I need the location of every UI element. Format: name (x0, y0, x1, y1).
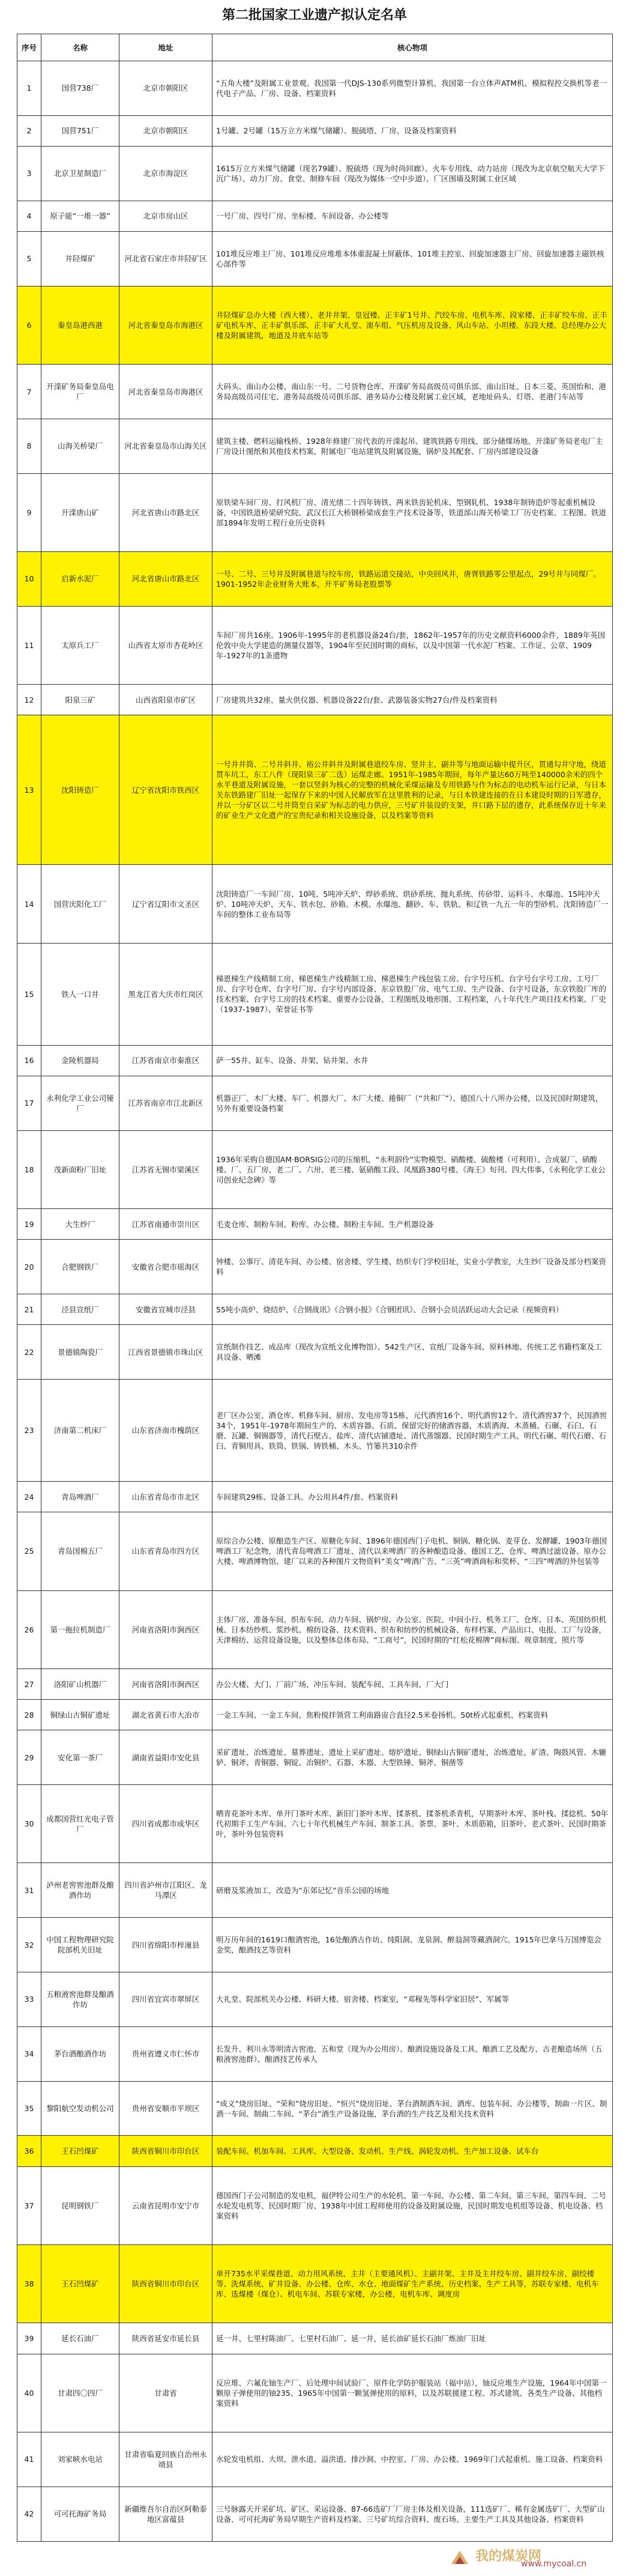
row-core-assets: 研磨及浆液加工，改造为“东郊记忆”音乐公园的场地 (212, 1863, 613, 1918)
row-core-assets: 延一井、七里村陈油厂、七里村石油厂、延一井，延长油矿延长石油厂炼油厂旧址 (212, 2323, 613, 2354)
row-address: 北京市朝阳区 (119, 61, 212, 116)
row-address: 江苏省南通市崇川区 (119, 1209, 212, 1240)
row-name: 金陵机器局 (41, 1045, 119, 1076)
row-name: 黎阳航空发动机公司 (41, 2081, 119, 2136)
row-core-assets: 一号、二号、三号井及附属巷道与绞车房，铁路运道交接站，中央回风井，唐胥铁路零公里起点，29号井与同煤厂。1901-1952年企业财务大账本，开平矿务局老股票等 (212, 552, 613, 607)
row-number: 25 (17, 1512, 41, 1590)
row-core-assets: 1936年采购自德国AM·BORSIG公司的压缩机，“永利泅伶”实物模型、硝酸楼、硫酸楼（可利用）、合成氨厂、硝酸楼、厂、五厂房、老二厂、六卅、老三楼、氨硝酸工段、凤凰路380号楼、《海王》旬刊、四大伟事、《永利化学工业公司创业纪念碑》等 (212, 1130, 613, 1208)
row-name: 国营751厂 (41, 115, 119, 146)
row-core-assets: 大礼堂、院部机关办公楼、科研大楼、宿舍楼、档案室，“邓稼先等科学家旧居”、军属等 (212, 1972, 613, 2027)
row-address: 陕西省铜川市印台区 (119, 2244, 212, 2323)
row-address: 江苏省无锡市梁溪区 (119, 1130, 212, 1208)
row-address: 山西省太原市杏花岭区 (119, 606, 212, 684)
row-core-assets: 装配车间、机加车间、工具库、大型设备、发动机、生产线、涡轮发动机、生产加工设备、试车台 (212, 2136, 613, 2166)
table-row (17, 685, 613, 715)
table-row (17, 473, 613, 551)
table-row (17, 2081, 613, 2136)
table-row (17, 2244, 613, 2323)
row-number: 34 (17, 2026, 41, 2081)
row-name: 山海关桥梁厂 (41, 419, 119, 473)
row-core-assets: 55吨小高炉、烧结炉、《合钢战讯》《合钢小报》《合钢团讯》、合钢小会员活跃运动大会记录（视频资料） (212, 1294, 613, 1325)
row-number: 4 (17, 201, 41, 231)
table-row (17, 231, 613, 286)
row-address: 四川省宜宾市翠屏区 (119, 1972, 212, 2027)
table-row (17, 2026, 613, 2081)
row-address: 山东省青岛市市北区 (119, 1482, 212, 1512)
row-number: 17 (17, 1076, 41, 1130)
row-name: 大生纱厂 (41, 1209, 119, 1240)
table-row (17, 1209, 613, 1240)
row-address: 安徽省宣城市泾县 (119, 1294, 212, 1325)
row-number: 38 (17, 2244, 41, 2323)
table-row (17, 146, 613, 201)
row-core-assets: 单开735水平采煤巷道、动力用风系统、主井（主要通风机）、主副井架、主井及主井绞车房、副井绞车房、副绞楼等、洗煤系统、矿井设备、办公楼、仓库、水仓、地面煤矿生产系统、历史档案、生产工具等，苏联专家楼、电机车库、选煤楼（煤仓）、机电车间、苏联专家楼，办公楼，电机车库、调度房 (212, 2244, 613, 2323)
row-address: 河北省石家庄市井陉矿区 (119, 231, 212, 286)
row-address: 云南省昆明市安宁市 (119, 2166, 212, 2244)
header-name: 名称 (41, 34, 119, 61)
row-address: 河南省洛阳市涧西区 (119, 1668, 212, 1699)
row-address: 甘肃省 (119, 2354, 212, 2432)
row-core-assets: 明万历年间的1619口酿酒窖池，16处酿酒古作坊、纯阳洞、龙泉洞、醉翁洞等藏酒洞穴。1915年巴拿马万国博览会金奖，酿酒技艺等资料 (212, 1918, 613, 1972)
row-name: 太原兵工厂 (41, 606, 119, 684)
row-core-assets: 钟楼、公事厅、清花车间、办公楼、宿舍楼、学生楼、纺织专门学校旧址，实业小学教室，大生纱厂设备及部分档案资料 (212, 1240, 613, 1294)
row-number: 13 (17, 715, 41, 865)
row-name: 五粮液窖池群及酿酒作坊 (41, 1972, 119, 2027)
row-name: 泾县宣纸厂 (41, 1294, 119, 1325)
row-core-assets: 毛麦仓库、制粉车间、粉库、办公楼、制粉主车间、生产机器设备 (212, 1209, 613, 1240)
table-row (17, 1076, 613, 1130)
table-row (17, 1785, 613, 1863)
row-name: 永利化学工业公司铔厂 (41, 1076, 119, 1130)
row-core-assets: 采矿遗址、冶炼遗址、墓葬遗址、遗址上采矿遗址、熔炉遗址、铜绿山古铜矿遗址，冶炼遗址，矿渣、陶鼓风管、木辘轳、铜斧、青铜器、铜锭、冶铜炉、石器、木器、大型铁锤、铜斧、铜凿等 (212, 1730, 613, 1785)
row-core-assets: 一金工车间、一金工车间、焦粉搅拌领营工利南路宙合直径2.5米卷扬机、50t桥式起重机、档案资料 (212, 1700, 613, 1730)
row-number: 33 (17, 1972, 41, 2027)
row-address: 河北省秦皇岛市山海关区 (119, 419, 212, 473)
table-row (17, 1918, 613, 1972)
row-name: 井陉煤矿 (41, 231, 119, 286)
row-number: 7 (17, 365, 41, 419)
row-number: 11 (17, 606, 41, 684)
table-row (17, 1045, 613, 1076)
row-number: 29 (17, 1730, 41, 1785)
row-address: 新疆维吾尔自治区阿勒泰地区富蕴县 (119, 2487, 212, 2541)
table-row (17, 1700, 613, 1730)
row-number: 24 (17, 1482, 41, 1512)
header-no: 序号 (17, 34, 41, 61)
row-address: 北京市朝阳区 (119, 115, 212, 146)
table-row (17, 2487, 613, 2541)
row-core-assets: 办公大楼、大门、厂前广场、冲压车间、装配车间、工具车间、厂大门 (212, 1668, 613, 1699)
table-header-row (17, 34, 613, 61)
row-core-assets: “成义”烧房旧址、“荣和”烧房旧址、“恒兴”烧房旧址、茅台酒制酒车间、酒库、包装车间、办公楼等，制曲一片区、制酒一车间、制曲二车间、“茅台”酒生产设备设施，茅台酒的生产技艺及相关技术资料 (212, 2081, 613, 2136)
row-name: 启新水泥厂 (41, 552, 119, 607)
row-name: 铁人一口井 (41, 943, 119, 1045)
coal-logo-icon (449, 2548, 471, 2568)
row-core-assets: 井陉煤矿总办大楼（西大楼）、老井井架、皇冠楼、正丰矿1号井、汽绞车房、电机车库、段家楼、正丰矿绞车房、正丰矿电机车库、正丰矿俱乐部、正丰矿大礼堂、滚车组、气压机房及设备、风山车站、小坦楼、东段大楼、总经理办公大楼及附属建筑，地道及井底车站等 (212, 286, 613, 364)
row-number: 39 (17, 2323, 41, 2354)
row-address: 江苏省南京市江北新区 (119, 1076, 212, 1130)
row-core-assets: 车间厂房共16座。1906年-1995年的老机器设备24台/套，1862年-1957年的历史文献资料6000余件，1889年英国伦敦中央大学建造的测量仪器等，1904年至民国时期的商标，以及中国第一代水泥厂档案、工作证、公章、1909年-1927年的1条遗物 (212, 606, 613, 684)
row-number: 19 (17, 1209, 41, 1240)
row-address: 安徽省合肥市瑶海区 (119, 1240, 212, 1294)
row-name: 成都国营红光电子管厂 (41, 1785, 119, 1863)
row-address: 四川省成都市成华区 (119, 1785, 212, 1863)
table-row (17, 2432, 613, 2487)
table-row (17, 201, 613, 231)
table-row (17, 1130, 613, 1208)
row-name: 茅台酒酿酒作坊 (41, 2026, 119, 2081)
table-row (17, 1590, 613, 1668)
row-address: 江西省景德镇市珠山区 (119, 1325, 212, 1380)
row-name: 阳泉三矿 (41, 685, 119, 715)
row-number: 5 (17, 231, 41, 286)
watermark-url: www.mycoal.cn (521, 2559, 587, 2569)
row-core-assets: 建筑主楼、燃料运输栈桥、1928年修建厂房代表的开滦起吊、建筑铁路专用线、部分储煤场地、开滦矿务局老电厂主厂房设计图纸和其他技术档案、附属电厂电站建筑及附属设施，锅炉及其配套、厂房内部建设设备 (212, 419, 613, 473)
row-address: 贵州省安顺市平坝区 (119, 2081, 212, 2136)
row-number: 42 (17, 2487, 41, 2541)
row-address: 山西省阳泉市矿区 (119, 685, 212, 715)
row-address: 四川省绵阳市梓潼县 (119, 1918, 212, 1972)
row-core-assets: 101堆反应堆主厂房、101堆反应堆堆本体重混凝土屏蔽体、101堆主控室、回旋加速器主厂房、回旋加速器主磁铁核心部件等 (212, 231, 613, 286)
row-core-assets: 水轮发电机组、大坝、泄水道、溢洪道、排沙洞、中控室、厂房、办公楼、1969年门式起重机、施工设备、档案资料 (212, 2432, 613, 2487)
site-watermark (449, 2546, 617, 2570)
row-name: 延长石油厂 (41, 2323, 119, 2354)
row-number: 30 (17, 1785, 41, 1863)
row-number: 37 (17, 2166, 41, 2244)
row-name: 安化第一茶厂 (41, 1730, 119, 1785)
table-row (17, 1380, 613, 1482)
row-number: 28 (17, 1700, 41, 1730)
row-number: 23 (17, 1380, 41, 1482)
row-name: 国营庆阳化工厂 (41, 865, 119, 943)
table-row (17, 2166, 613, 2244)
table-row (17, 1294, 613, 1325)
row-number: 15 (17, 943, 41, 1045)
table-row (17, 1512, 613, 1590)
table-row (17, 2323, 613, 2354)
table-row (17, 1730, 613, 1785)
page-title: 第二批国家工业遗产拟认定名单 (221, 8, 407, 23)
row-number: 40 (17, 2354, 41, 2432)
row-number: 10 (17, 552, 41, 607)
header-address: 地址 (119, 34, 212, 61)
row-core-assets: 老厂区办公室、酒仓库、机修车间、厨房、发电房等15栋，元代酒窖16个、明代酒窖12个、清代酒窖37个，民国酒窖34个，1951年-1978年期间生产的、木质容器、石质、保留完好的储酒容器、木质酒海、木蒸桶、石碾、石臼、石磨、瓦罐、铜锡器等，清代石壁古、盐库、清代店铺遗址、清代蒸馏器、民国时期生产工具、明代石碾、明代石磨、石臼、青铜用具、铁筒、铁锅、铸铁桶、木头、竹篓共310余件 (212, 1380, 613, 1482)
row-address: 河北省唐山市路北区 (119, 473, 212, 551)
row-core-assets: 德国西门子公司制造的发电机，福伊特公司生产的水轮机、第一车间、办公楼、第二车间、第三车间、第四车间、二号水轮发电机等、民国时期厂房、1938年中国工程师使用的设备及附属设施，民国时期发电机组等设备、机电设备、档案资料 (212, 2166, 613, 2244)
row-name: 原子能“一堆一器” (41, 201, 119, 231)
row-number: 9 (17, 473, 41, 551)
row-name: 茂新面粉厂旧址 (41, 1130, 119, 1208)
row-address: 辽宁省辽阳市文圣区 (119, 865, 212, 943)
row-number: 8 (17, 419, 41, 473)
row-name: 济南第二机床厂 (41, 1380, 119, 1482)
row-name: 国营738厂 (41, 61, 119, 116)
row-name: 泸州老窖窖池群及酿酒作坊 (41, 1863, 119, 1918)
row-address: 北京市房山区 (119, 201, 212, 231)
row-address: 甘肃省临夏回族自治州永靖县 (119, 2432, 212, 2487)
row-name: 沈阳铸造厂 (41, 715, 119, 865)
row-address: 辽宁省沈阳市铁西区 (119, 715, 212, 865)
row-number: 35 (17, 2081, 41, 2136)
row-number: 27 (17, 1668, 41, 1699)
table-row (17, 2136, 613, 2166)
row-core-assets: 晒青花茶叶木库、单开门茶叶木库、新旧门茶叶木库、揉茶机、揉茶机杀青机，早期茶叶木库、茶叶栈、揉捻机、50年代初期手工生产车间、六七十年代机械生产车间、制茶工具、茶票、茶叶、木质筋箱，旧茶叶、老式茶叶、民国时期茶叶，茶叶外包装资料 (212, 1785, 613, 1863)
row-number: 36 (17, 2136, 41, 2166)
row-name: 秦皇岛港西港 (41, 286, 119, 364)
row-core-assets: 梯恩梯生产线精制工房、梯恩梯生产线精制工房、梯恩梯生产线包装工房、台字号压机、台字号台字号工房、工号厂房、台字号仓库、台字号厂房、台字号内部设备、东京铁股厂房、电气工房、生产设备、台字号设备，东京铁股厂库的技术档案、台字号工房的技术档案、重要办公设备、工程图纸及地形图、工程档案，八十年代生产项目技术档案、厂史（1937-1987）、荣誉证书等 (212, 943, 613, 1045)
row-address: 山东省济南市槐荫区 (119, 1380, 212, 1482)
row-name: 北京卫星制造厂 (41, 146, 119, 201)
row-number: 32 (17, 1918, 41, 1972)
row-name: 王石凹煤矿 (41, 2136, 119, 2166)
row-number: 2 (17, 115, 41, 146)
row-core-assets: 原综合办公楼、原酿造生产区、原糖化车间、1896年德国西门子电机、铜锅、糖化锅、麦芽仓、发酵罐、1903年德国啤酒工厂纪念物，清代青岛啤酒工厂遗址、清代以来啤酒厂的各种酿造设备、德国工艺、仓库、啤酒过滤设备、原办公大楼、啤酒博物馆、建厂以来的各种图片文物资料“美女”啤酒广告、“三英”啤酒商标和奖杯、“三四”啤酒的外包装等 (212, 1512, 613, 1590)
row-number: 3 (17, 146, 41, 201)
row-address: 河北省秦皇岛市海港区 (119, 286, 212, 364)
table-row (17, 365, 613, 419)
row-name: 开滦唐山矿 (41, 473, 119, 551)
row-number: 22 (17, 1325, 41, 1380)
row-core-assets: 1615万立方米煤气储罐（现名79罐）、脱硫塔（现为时尚回廊）、火车专用线、动力站房（现改为北京航空航天大学下沉广场）、动力厂房、食堂、制修车间（现改为媒体一空中步道）、厂区围墙及附属工业区域 (212, 146, 613, 201)
row-core-assets: 大码头、南山办公楼、南山东一号、二号货物仓库、开滦矿务局高级员司俱乐部、南山旧址、日本三菱、英国怡和、港务局高级员司住宅、港务局高级员司俱乐部、港务局办公楼及附属工业区域，老地址码头、灯塔、老港门车站等 (212, 365, 613, 419)
watermark-brand: 我的煤炭网 (475, 2548, 542, 2564)
row-number: 6 (17, 286, 41, 364)
row-address: 陕西省延安市延长县 (119, 2323, 212, 2354)
row-core-assets: 长发升、利川永等明清古窖池、五和堂（现为办公用房）、酿酒设施设备及工具、酿酒工艺及配方、古老酿造场所（五粮液窖池群）、酿酒技艺传承人 (212, 2026, 613, 2081)
table-row (17, 419, 613, 473)
row-address: 山东省青岛市四方区 (119, 1512, 212, 1590)
row-name: 开滦矿务局秦皇岛电厂 (41, 365, 119, 419)
row-number: 31 (17, 1863, 41, 1918)
row-name: 铜绿山古铜矿遗址 (41, 1700, 119, 1730)
row-name: 景德镇陶瓷厂 (41, 1325, 119, 1380)
table-row (17, 2354, 613, 2432)
row-name: 甘肃四〇四厂 (41, 2354, 119, 2432)
row-number: 14 (17, 865, 41, 943)
row-core-assets: 车间建筑29栋、设备工具、办公用具4件/套、档案资料 (212, 1482, 613, 1512)
row-address: 河南省洛阳市涧西区 (119, 1590, 212, 1668)
table-row (17, 1325, 613, 1380)
row-address: 陕西省铜川市印台区 (119, 2136, 212, 2166)
row-address: 河北省秦皇岛市海港区 (119, 365, 212, 419)
table-row (17, 1240, 613, 1294)
table-row (17, 606, 613, 684)
row-name: 可可托海矿务局 (41, 2487, 119, 2541)
row-number: 21 (17, 1294, 41, 1325)
row-address: 贵州省遵义市仁怀市 (119, 2026, 212, 2081)
table-row (17, 115, 613, 146)
table-row (17, 943, 613, 1045)
row-address: 北京市海淀区 (119, 146, 212, 201)
row-name: 中国工程物理研究院院部机关旧址 (41, 1918, 119, 1972)
row-core-assets: 萨一55井、缸车、设备、井架、钻井架、水井 (212, 1045, 613, 1076)
table-row (17, 1863, 613, 1918)
row-core-assets: 反应堆、六氟化铀生产厂、后处理中间试验厂、原件化学防护服装站（福中站），铀反应堆生产设施，1964年中国第一颗原子弹使用的铀235、1965年中国第一颗氢弹使用的原料，以及苏联援建工程、苏式建筑、各类生产设备、其他档案资料 (212, 2354, 613, 2432)
table-row (17, 1482, 613, 1512)
row-number: 41 (17, 2432, 41, 2487)
row-address: 四川省泸州市江阳区、龙马潭区 (119, 1863, 212, 1918)
row-core-assets: 主体厂房、准备车间、织布车间、动力车间、锅炉房、办公室、医院、中间小行、机务工厂、仓库、日本、英国纺织机械、日本纺纱机、浆纱机、棉纺设备、技术资料、织布和纺纱的机械设备、布样档案、产品出口、电报、工厂与设备，天津棉纺、运营设备设施，以及整体总体布局、“工商号”，民国时期的“红松花棉牌”商标图、规章制度、照片等 (212, 1590, 613, 1668)
row-number: 16 (17, 1045, 41, 1076)
row-name: 青岛国棉五厂 (41, 1512, 119, 1590)
row-name: 王石凹煤矿 (41, 2244, 119, 2323)
row-core-assets: 一号厂房、四号厂房、坐标楼、车间设备、办公楼等 (212, 201, 613, 231)
row-number: 26 (17, 1590, 41, 1668)
row-name: 洛阳矿山机器厂 (41, 1668, 119, 1699)
row-address: 河北省唐山市路北区 (119, 552, 212, 607)
row-core-assets: 机器正厂、木厂大楼、车厂、机器大厂、木厂大楼、捲铜厂（“共和厂”）、德国八十八所办公楼，以及民国时期建筑，另外有重要设备档案 (212, 1076, 613, 1130)
row-core-assets: 原铁梁车间厂房、打风机厂房、清光绪二十四年铸铁、两米铁齿轮机床、型钢轧机、1938年制铸造炉等起重机械设备，中国铁道桥梁研究院、武汉长江大桥钢桥梁成套生产技术设备等，铁道部山海关桥梁工厂历史档案、工程图、铁道部1894年发明工程行业历史资料 (212, 473, 613, 551)
row-core-assets: 沈阳铸造厂一车间厂房、10吨、5吨冲天炉、焊砂系统、烘砂系统、抛丸系统、传砂带、运料斗、水爆池、15吨冲天炉、10吨冲天炉、天车、铁水包、砂箱、木模、水爆池、翻砂、车、铁轨、和辽铁一九五一年的型砂机、沈阳铸造厂一车间的整体工业布局等 (212, 865, 613, 943)
row-name: 刘家峡水电站 (41, 2432, 119, 2487)
row-name: 青岛啤酒厂 (41, 1482, 119, 1512)
header-core-assets: 核心物项 (212, 34, 613, 61)
table-row (17, 552, 613, 607)
heritage-list-table (17, 34, 613, 2542)
row-name: 合肥钢铁厂 (41, 1240, 119, 1294)
table-row (17, 715, 613, 865)
table-row (17, 1668, 613, 1699)
table-row (17, 1972, 613, 2027)
table-row (17, 865, 613, 943)
row-address: 湖南省益阳市安化县 (119, 1730, 212, 1785)
row-core-assets: 厂房建筑共32座、量火供仪器、机器设备22台/套、武器装备实物27台/件及档案资料 (212, 685, 613, 715)
table-row (17, 286, 613, 364)
row-address: 江苏省南京市秦淮区 (119, 1045, 212, 1076)
row-number: 18 (17, 1130, 41, 1208)
row-number: 12 (17, 685, 41, 715)
row-name: 第一拖拉机制造厂 (41, 1590, 119, 1668)
row-core-assets: 三号脉露天开采矿坑、矿区、采运设备、87-66选矿厂厂房主体及相关设备，111选矿厂、稀有金属选矿厂、大型矿山设备、可可托海矿务局早期生产资料及档案、三号矿坑综合资料、废石场、主要生产工具及其他设备、档案资料 (212, 2487, 613, 2541)
table-row (17, 61, 613, 116)
row-core-assets: 1号罐、2号罐（15万立方米煤气储罐）、脱硫塔、厂房、设备及档案资料 (212, 115, 613, 146)
row-number: 20 (17, 1240, 41, 1294)
row-address: 黑龙江省大庆市红岗区 (119, 943, 212, 1045)
row-name: 昆明钢铁厂 (41, 2166, 119, 2244)
row-core-assets: 宣纸制作技艺、成品库（现改为宣纸文化博物馆）、542生产区、宣纸厂设备车间、原料林地、传统工艺书籍档案及工具设备、晒滩 (212, 1325, 613, 1380)
row-core-assets: “五角大楼”及附属工业景观。我国第一代DJS-130系列微型计算机、我国第一台立体声ATM机、模拟程控交换机等老一代电子产品、厂房、设备、档案资料 (212, 61, 613, 116)
row-address: 湖北省黄石市大冶市 (119, 1700, 212, 1730)
row-core-assets: 一号井井筒、二号井斜井、裕公井斜井及附属巷道绞车房、竖井主、副井等与地面运输中提升区，贯通勾井守地，绕道贯车坑工，东工八件（现阳泉三矿二选）运煤走廊。1951年-1985年期间，每年产量达60万吨至140000余米的四个水平巷道及附属设施，一套以竖斜为核心的完整的机械化采煤运输及专用铁路与作为标志的电动机车运行记录，与日本关东铁路建厂旧址一起保存下来的中国人民解放军在这里胜利的记录，与日本铁建连接的在日本建设时期的日军遗存，并以一分矿区以二号井筒至自采矿为标志的电力供应，三号矿井装设的支架，井口路下层的遗存，此系统保存近十年来的矿业生产文化遗产的宝贵纪录和相关设施设备，以及档案等资料 (212, 715, 613, 865)
row-number: 1 (17, 61, 41, 116)
